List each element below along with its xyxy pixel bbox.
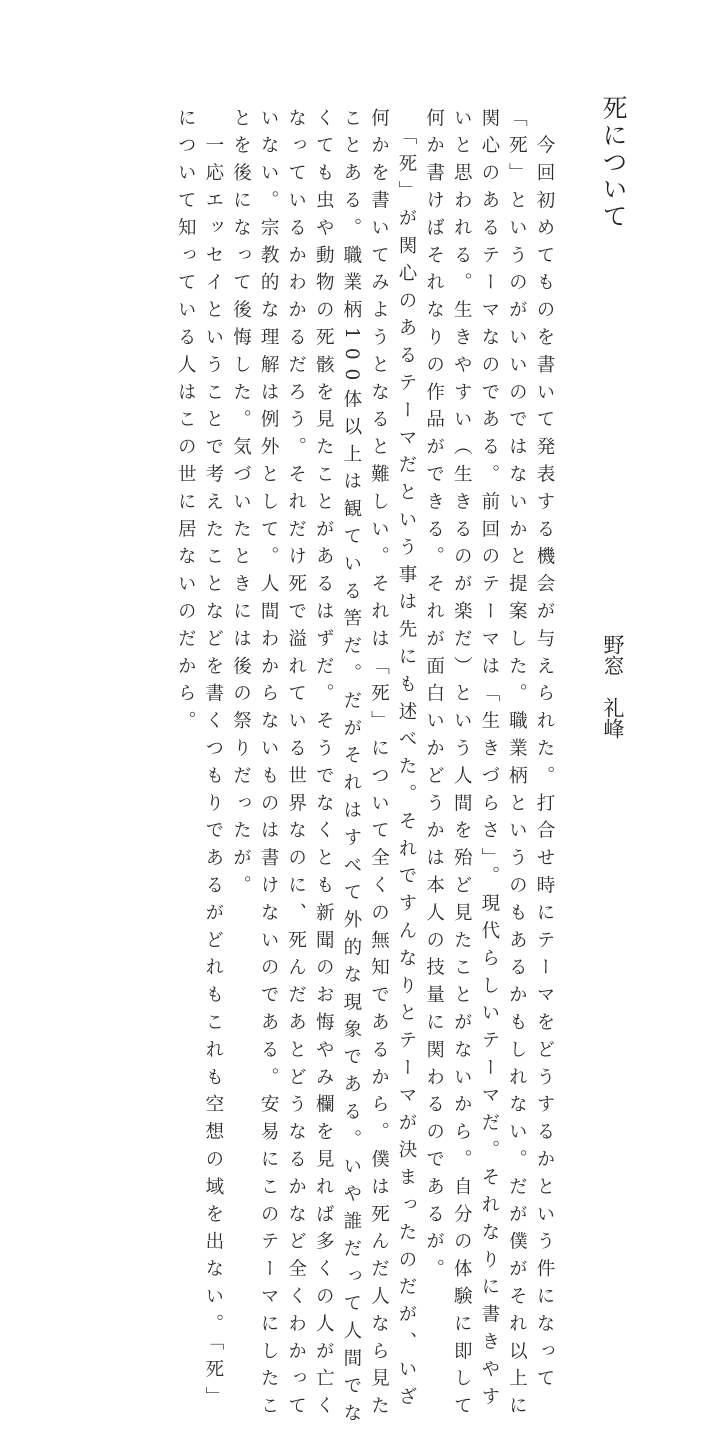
body-line: 何か書けばそれなりの作品ができる。それが面白いかどうかは本人の技量に関わるのであるが。 — [423, 108, 445, 1287]
essay-body — [172, 108, 558, 1430]
body-line: 今回初めてものを書いて発表する機会が与えられた。打合せ時にテーマをどうするかという件になって — [534, 108, 555, 1396]
body-line: 関心のあるテーマなのである。前回のテーマは「生きづらさ」。現代らしいテーマだ。それなりに書きやす — [478, 108, 500, 1414]
body-line: 一応エッセイということで考えたことなどを書くつもりであるがどれもこれも空想の域を出ない。「死」 — [202, 108, 224, 1414]
body-line: 「死」というのがいいのではないかと提案した。職業柄というのもあるかもしれない。だが僕がそれ以上に — [506, 108, 528, 1424]
body-line: なっているかわかるだろう。それだけ死で溢れている世界なのに、死んだあとどうなるかなど全くわかって — [285, 108, 307, 1424]
essay-title: 死について — [599, 95, 628, 230]
body-line: くても虫や動物の死骸を見たことがあるはずだ。そうでなくとも新聞のお悔やみ欄を見れば多くの人が亡く — [313, 108, 335, 1424]
body-line: 「死」が関心のあるテーマだという事は先にも述べた。それですんなりとテーマが決まったのだが、いざ — [396, 108, 418, 1414]
body-line: いと思われる。生きやすい（生きるのが楽だ）という人間を殆ど見たことがないから。自分の体験に即して — [451, 108, 473, 1424]
body-line: ことある。職業柄100体以上は観ている筈だ。だがそれはすべて外的な現象である。いや誰だって人間でな — [340, 108, 362, 1430]
author-name: 野窓 礼峰 — [601, 634, 625, 739]
body-line: について知っている人はこの世に居ないのだから。 — [175, 108, 197, 739]
body-line: 何かを書いてみようとなると難しい。それは「死」について全くの無知であるから。僕は死んだ人なら見た — [368, 108, 390, 1424]
body-line: いない。宗教的な理解は例外として。人間わからないものは書けないのである。安易にこのテーマにしたこ — [258, 108, 280, 1424]
body-line: とを後になって後悔した。気づいたときには後の祭りだったが。 — [230, 108, 252, 903]
